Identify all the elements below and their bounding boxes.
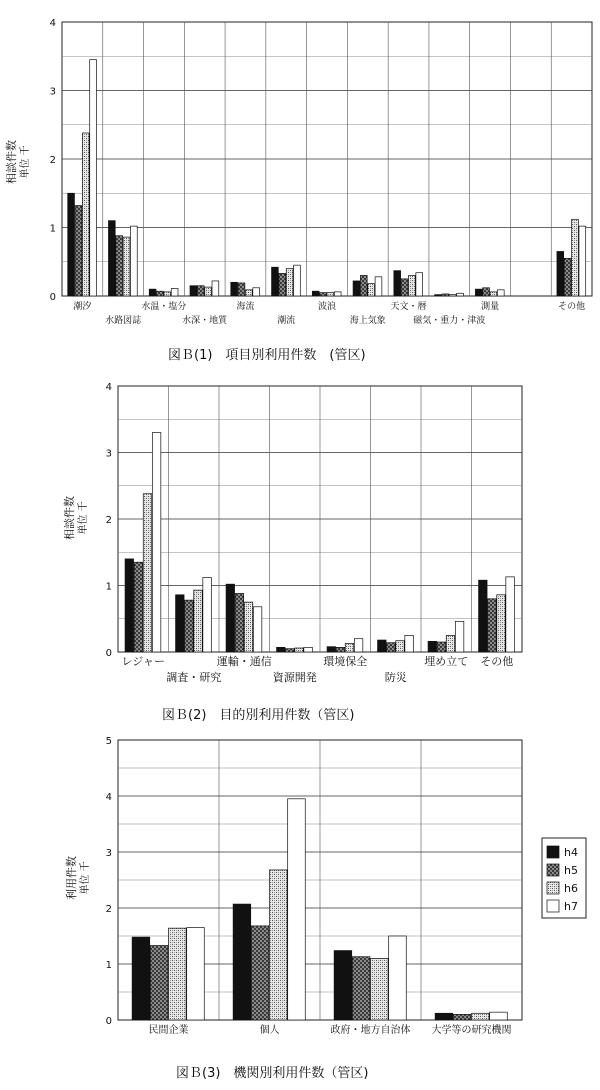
x-category-label: 海上気象 (349, 316, 386, 326)
bar-h4 (231, 282, 238, 296)
y-tick-label: 3 (49, 86, 56, 98)
y-tick-label: 2 (105, 904, 112, 915)
y-tick-label: 1 (105, 581, 112, 593)
bar-h6 (194, 590, 202, 652)
bar-h7 (375, 277, 382, 296)
bar-h6 (295, 648, 303, 652)
bar-h7 (253, 288, 260, 296)
legend-label-h7: h7 (564, 900, 578, 913)
bar-h6 (368, 284, 375, 296)
bar-h7 (203, 578, 211, 652)
y-tick-label: 4 (105, 792, 112, 803)
y-axis-label: 利用件数 (65, 856, 78, 900)
bar-h4 (277, 647, 285, 652)
y-tick-label: 4 (49, 18, 56, 29)
bar-h4 (108, 221, 115, 296)
bar-h7 (389, 936, 407, 1020)
bar-h4 (149, 289, 156, 296)
bar-h7 (212, 281, 219, 296)
y-axis-label: 相談件数 (5, 140, 18, 184)
bar-h5 (483, 288, 490, 296)
bar-h6 (497, 595, 505, 652)
bar-h5 (453, 1014, 471, 1020)
chart-purpose (62, 382, 522, 684)
bar-h5 (360, 275, 367, 296)
bar-h7 (579, 226, 586, 296)
y-tick-label: 0 (105, 1016, 112, 1027)
bar-h5 (401, 279, 408, 296)
bar-h4 (132, 937, 150, 1020)
x-category-label: 波浪 (317, 302, 337, 312)
x-category-label: 調査・研究 (166, 671, 222, 684)
bar-h7 (187, 928, 205, 1020)
x-category-label: その他 (480, 655, 514, 668)
legend-swatch-h4 (547, 846, 559, 858)
bar-h6 (270, 870, 288, 1020)
bar-h6 (449, 295, 456, 296)
bar-h6 (143, 494, 151, 652)
x-category-label: 運輸・通信 (216, 655, 272, 668)
bar-h6 (245, 290, 252, 296)
bar-h4 (435, 295, 442, 296)
bar-h6 (446, 635, 454, 652)
y-tick-label: 3 (105, 448, 112, 460)
bar-h6 (286, 269, 293, 296)
caption-2: 図Ｂ(2) 目的別利用件数（管区) (162, 708, 355, 723)
bar-h4 (125, 559, 133, 652)
bar-h5 (564, 258, 571, 296)
y-tick-label: 1 (49, 223, 56, 235)
bar-h4 (190, 286, 197, 296)
bar-h5 (238, 283, 245, 296)
bar-h7 (152, 433, 160, 652)
y-axis-unit: 単位 千 (78, 501, 89, 535)
bar-h4 (272, 267, 279, 296)
bar-h5 (387, 643, 395, 652)
bar-h6 (472, 1013, 490, 1020)
x-category-label: 埋め立て (424, 655, 469, 668)
bar-h5 (235, 593, 243, 652)
bar-h4 (68, 193, 75, 296)
bar-h7 (334, 292, 341, 296)
bar-h7 (253, 607, 261, 652)
bar-h5 (251, 926, 269, 1020)
x-category-label: 潮流 (277, 316, 296, 326)
y-tick-label: 5 (105, 736, 112, 747)
bar-h4 (334, 951, 352, 1020)
bar-h4 (176, 595, 184, 652)
bar-h5 (442, 294, 449, 296)
bar-h4 (233, 904, 251, 1020)
bar-h7 (304, 647, 312, 652)
legend-swatch-h7 (547, 900, 559, 912)
y-axis-unit: 単位 千 (20, 145, 31, 179)
y-axis-unit: 単位 千 (80, 861, 91, 895)
x-category-label: 資源開発 (272, 671, 317, 684)
bar-h4 (435, 1013, 453, 1020)
bar-h7 (294, 265, 301, 296)
bar-h4 (312, 291, 319, 296)
y-tick-label: 1 (105, 960, 112, 971)
bar-h6 (123, 237, 130, 296)
legend-swatch-h5 (547, 864, 559, 876)
bar-h7 (288, 799, 306, 1020)
bar-h6 (164, 292, 171, 296)
bar-h5 (134, 562, 142, 652)
bar-h6 (409, 275, 416, 296)
x-category-label: 防災 (384, 671, 407, 684)
bar-h6 (572, 219, 579, 296)
y-tick-label: 2 (105, 515, 112, 526)
bar-h7 (405, 635, 413, 652)
bar-h5 (320, 293, 327, 296)
bar-h4 (394, 271, 401, 296)
legend-label-h4: h4 (564, 846, 578, 859)
legend-swatch-h6 (547, 882, 559, 894)
legend-label-h6: h6 (564, 882, 578, 895)
bar-h5 (286, 649, 294, 652)
x-category-label: 政府・地方自治体 (330, 1025, 411, 1036)
chart-items (4, 18, 592, 326)
x-category-label: 大学等の研究機関 (431, 1025, 512, 1036)
bar-h7 (90, 60, 97, 296)
bar-h6 (205, 287, 212, 296)
x-category-label: 磁気・重力・津波 (413, 316, 486, 326)
x-category-label: 個人 (259, 1025, 280, 1036)
bar-h6 (327, 293, 334, 296)
bar-h4 (327, 647, 335, 652)
bar-h5 (116, 236, 123, 296)
bar-h5 (488, 599, 496, 652)
bar-h6 (371, 958, 389, 1020)
x-category-label: 天文・暦 (390, 302, 427, 312)
y-tick-label: 0 (49, 292, 56, 303)
bar-h4 (557, 251, 564, 296)
x-category-label: 水路図誌 (105, 316, 142, 326)
bar-h6 (345, 643, 353, 652)
bar-h4 (475, 289, 482, 296)
bar-h7 (130, 226, 137, 296)
bar-h4 (226, 584, 234, 652)
y-tick-label: 4 (105, 382, 112, 393)
bar-h4 (479, 580, 487, 652)
bar-h7 (171, 288, 178, 296)
x-category-label: その他 (558, 302, 586, 312)
bar-h7 (506, 577, 514, 652)
y-tick-label: 3 (105, 848, 112, 859)
bar-h7 (416, 273, 423, 296)
x-category-label: 潮汐 (73, 302, 92, 312)
y-tick-label: 2 (49, 155, 56, 166)
x-category-label: 環境保全 (323, 655, 368, 668)
x-category-label: 民間企業 (148, 1025, 189, 1036)
bar-h7 (354, 639, 362, 652)
bar-h5 (352, 957, 370, 1020)
bar-h5 (279, 273, 286, 296)
bar-h7 (490, 1012, 508, 1020)
chart-institution (64, 736, 586, 1036)
caption-3: 図Ｂ(3) 機関別利用件数（管区) (176, 1066, 369, 1081)
bar-h5 (197, 286, 204, 296)
caption-1: 図Ｂ(1) 項目別利用件数 (管区) (168, 348, 366, 363)
bar-h7 (497, 290, 504, 296)
bar-h4 (428, 641, 436, 652)
bar-h5 (157, 291, 164, 296)
bar-h5 (336, 647, 344, 652)
y-tick-label: 0 (105, 648, 112, 659)
bar-h6 (396, 641, 404, 652)
y-axis-label: 相談件数 (63, 496, 76, 540)
bar-h5 (185, 600, 193, 652)
bar-h4 (378, 640, 386, 652)
bar-h5 (150, 946, 168, 1020)
x-category-label: レジャー (121, 655, 166, 668)
bar-h6 (490, 292, 497, 296)
bar-h7 (455, 621, 463, 652)
bar-h7 (457, 293, 464, 296)
bar-h5 (75, 206, 82, 296)
bar-h6 (169, 928, 187, 1020)
x-category-label: 海流 (236, 302, 255, 312)
legend-label-h5: h5 (564, 864, 578, 877)
bar-h4 (353, 281, 360, 296)
x-category-label: 水温・塩分 (141, 302, 187, 312)
x-category-label: 水深・地質 (182, 316, 228, 326)
x-category-label: 測量 (481, 302, 500, 312)
bar-h6 (82, 133, 89, 296)
bar-h5 (437, 642, 445, 652)
bar-h6 (244, 602, 252, 652)
